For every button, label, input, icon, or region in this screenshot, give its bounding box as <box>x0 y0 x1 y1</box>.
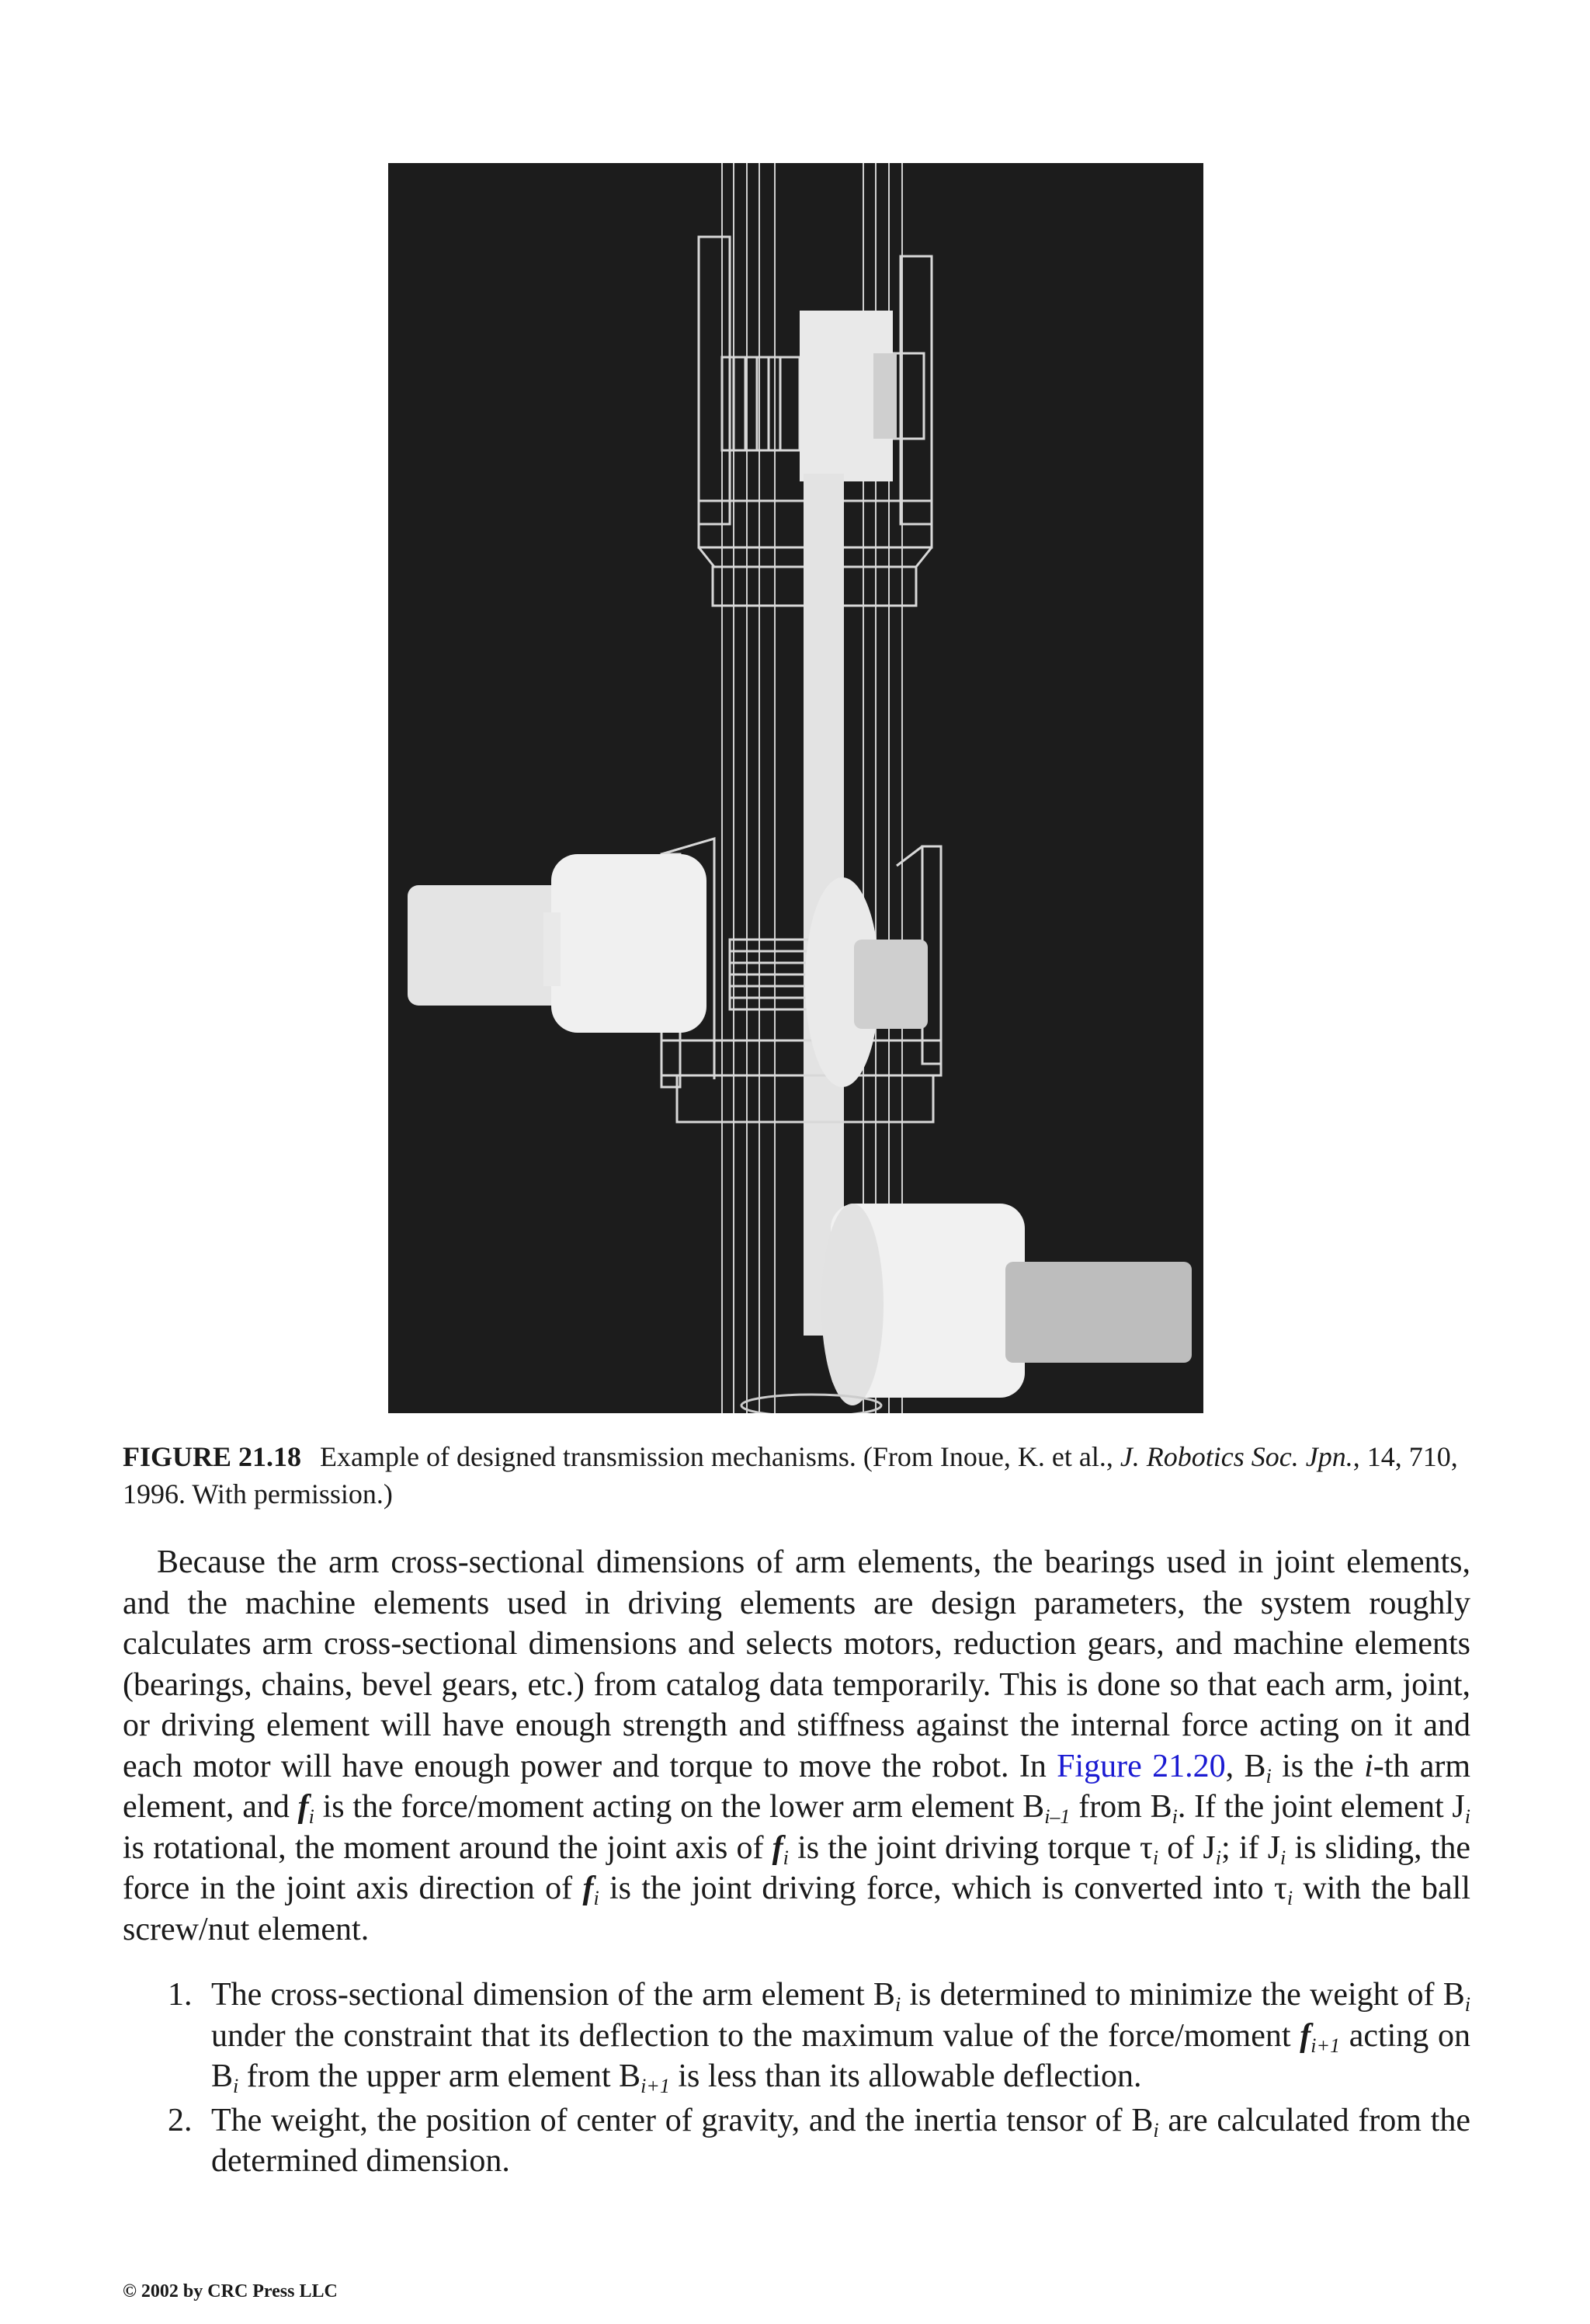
figure-caption <box>123 1438 1474 1513</box>
figure-label: FIGURE 21.18 <box>123 1441 302 1472</box>
copyright-footer: © 2002 by CRC Press LLC <box>123 2281 338 2301</box>
body-paragraph: Because the arm cross-sectional dimensions of arm elements, the bearings used in joint elements, and the machine elements used in driving elements are design parameters, the system roughly calculates arm cross-sectional dimensions and selects motors, reduction gears, and machine elements (bearings, chains, bevel gears, etc.) from catalog data temporarily. This is done so that each arm, joint, or driving element will have enough strength and stiffness against the internal force acting on it and each motor will have enough power and torque to move the robot. In Figure 21.20, $B_i$ is the i-th arm element, and $f_i$ is the force/moment acting on the lower arm element $B_{i-1}$ from $B_i$. If the joint element $J_i$ is rotational, the moment around the joint axis of $f_i$ is the joint driving torque $\tau_i$ of $J_i$; if $J_i$ is sliding, the force in the joint axis direction of $f_i$ is the joint driving force, which is converted into $\tau_i$ with the ball screw/nut element. <box>123 1544 1471 1947</box>
caption-tail: , 14, 710, 1996. With permission.) <box>123 1441 1458 1509</box>
figure-link[interactable]: Figure 21.20 <box>1057 1748 1226 1784</box>
list-item: 2. The weight, the position of center of gravity, and the inertia tensor of $B_i$ are calculated from the determined dimension. <box>123 2100 1470 2182</box>
list-item: 1. The cross-sectional dimension of the arm element $B_i$ is determined to minimize the weight of $B_i$ under the constraint that its deflection to the maximum value of the force/moment $f_{i+1}$ acting on $B_i$ from the upper arm element $B_{i+1}$ is less than its allowable deflection. <box>123 1975 1470 2097</box>
transmission-mechanism-render <box>388 163 1203 1413</box>
figure-image <box>388 163 1203 1413</box>
caption-text: Example of designed transmission mechanisms. (From Inoue, K. et al., <box>320 1441 1120 1472</box>
list-number: 2. <box>168 2102 193 2138</box>
procedure-list <box>123 1975 1470 2185</box>
list-number: 1. <box>168 1977 193 2013</box>
caption-journal: J. Robotics Soc. Jpn. <box>1120 1441 1353 1472</box>
